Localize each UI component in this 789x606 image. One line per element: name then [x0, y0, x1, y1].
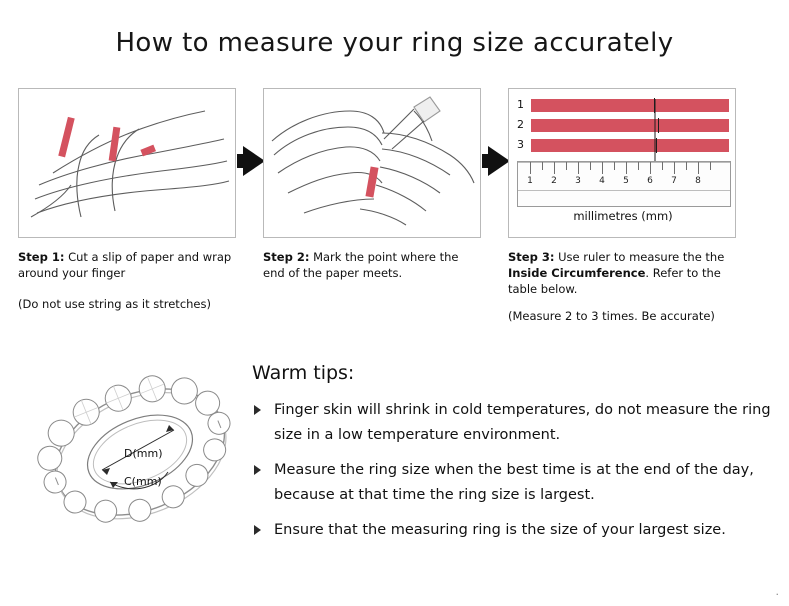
bullet-triangle-icon [254, 465, 261, 475]
step-1-text: Cut a slip of paper and wrap around your finger [18, 250, 232, 280]
ruler [517, 161, 731, 207]
steps-row [18, 88, 770, 338]
step-1-label: Step 1: [18, 250, 65, 264]
ruler-tick-label: 7 [671, 176, 677, 186]
step-2-text: Mark the point where the end of the paper meets. [263, 250, 459, 280]
step-1-caption [18, 249, 236, 281]
warm-tip-text: Finger skin will shrink in cold temperatures, do not measure the ring size in a low temperature environment. [274, 402, 771, 443]
step-2 [263, 88, 481, 281]
warm-tip-item [252, 518, 772, 543]
step-3-caption [508, 249, 736, 297]
step-3 [508, 88, 736, 324]
bar-number: 3 [517, 138, 524, 151]
step-3-text: Use ruler to measure the the [558, 250, 725, 264]
step-2-illustration [263, 88, 481, 238]
ruler-tick-label: 3 [575, 176, 581, 186]
warm-tip-item [252, 398, 772, 448]
warm-tip-item [252, 458, 772, 508]
ring-circumference-label: C(mm) [124, 475, 162, 488]
arrow-step1-to-step2-tail-icon [237, 154, 247, 168]
ruler-tick-label: 8 [695, 176, 701, 186]
page-title: How to measure your ring size accurately [115, 28, 674, 58]
step-1-note: (Do not use string as it stretches) [18, 297, 211, 311]
step-3-text-emphasis: Inside Circumference [508, 266, 646, 280]
step-1-illustration [18, 88, 236, 238]
ring-diameter-label: D(mm) [124, 447, 163, 460]
ruler-tick-label: 1 [527, 176, 533, 186]
step-2-label: Step 2: [263, 250, 310, 264]
bullet-triangle-icon [254, 405, 261, 415]
ring-illustration [28, 352, 253, 552]
hand-with-paper-strip-icon [19, 89, 235, 235]
bar-number: 2 [517, 118, 524, 131]
step-3-note: (Measure 2 to 3 times. Be accurate) [508, 309, 715, 323]
step-3-illustration [508, 88, 736, 238]
ruler-tick-label: 6 [647, 176, 653, 186]
warm-tip-text: Ensure that the measuring ring is the size of your largest size. [274, 522, 726, 538]
bar-number: 1 [517, 98, 524, 111]
ruler-tick-label: 2 [551, 176, 557, 186]
warm-tip-text: Measure the ring size when the best time is at the end of the day, because at that time the ring size is largest. [274, 462, 754, 503]
diamond-ring-icon [28, 352, 253, 552]
bullet-triangle-icon [254, 525, 261, 535]
step-1 [18, 88, 236, 312]
warm-tips-section [252, 362, 772, 553]
ruler-tick-label: 4 [599, 176, 605, 186]
arrow-step2-to-step3-tail-icon [482, 154, 492, 168]
ruler-tick-label: 5 [623, 176, 629, 186]
step-3-text-tail: . Refer to the table below. [508, 266, 721, 296]
units-label: millimetres (mm) [573, 209, 673, 223]
corner-mark: . [775, 585, 779, 598]
warm-tips-heading: Warm tips: [252, 362, 355, 384]
step-3-label: Step 3: [508, 250, 555, 264]
step-2-caption [263, 249, 481, 281]
hand-marking-paper-icon [264, 89, 480, 235]
